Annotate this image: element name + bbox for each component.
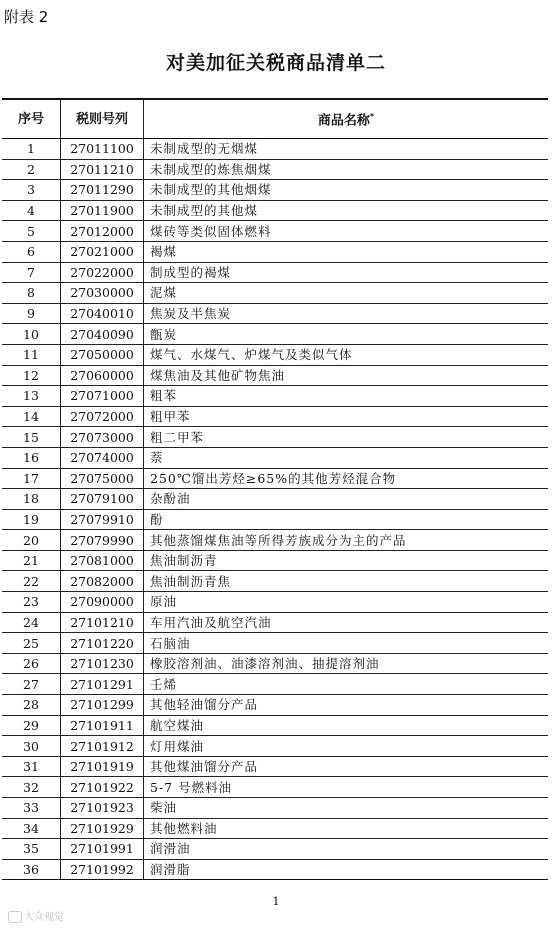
- attachment-label: 附表 2: [4, 8, 49, 26]
- row-name: 润滑脂: [144, 859, 549, 880]
- row-name: 粗二甲苯: [144, 427, 549, 448]
- table-row: [2, 612, 548, 633]
- page-number: 1: [272, 895, 280, 908]
- row-index: 5: [2, 221, 61, 242]
- row-index: 11: [2, 344, 61, 365]
- table-row: [2, 489, 548, 510]
- row-index: 22: [2, 571, 61, 592]
- row-code: 27072000: [61, 406, 144, 427]
- document-title: 对美加征关税商品清单二: [165, 52, 386, 74]
- row-name: 灯用煤油: [144, 736, 549, 757]
- row-code: 27073000: [61, 427, 144, 448]
- row-index: 19: [2, 509, 61, 530]
- row-code: 27101210: [61, 612, 144, 633]
- row-code: 27011900: [61, 200, 144, 221]
- table-row: [2, 447, 548, 468]
- row-name: 萘: [144, 447, 549, 468]
- table-row: [2, 571, 548, 592]
- row-code: 27101230: [61, 653, 144, 674]
- table-row: [2, 365, 548, 386]
- table-row: [2, 674, 548, 695]
- table-row: [2, 715, 548, 736]
- row-code: 27030000: [61, 283, 144, 304]
- table-row: [2, 221, 548, 242]
- header-index: 序号: [2, 99, 61, 139]
- watermark-text: 大众视觉: [24, 912, 64, 923]
- row-code: 27079910: [61, 509, 144, 530]
- header-name-text: 商品名称: [317, 113, 370, 129]
- row-index: 36: [2, 859, 61, 880]
- table-row: [2, 550, 548, 571]
- row-name: 粗甲苯: [144, 406, 549, 427]
- table-body: [2, 139, 548, 880]
- row-code: 27101922: [61, 777, 144, 798]
- table-row: [2, 200, 548, 221]
- row-index: 7: [2, 262, 61, 283]
- row-index: 21: [2, 550, 61, 571]
- row-name: 250℃馏出芳烃≥65%的其他芳烃混合物: [144, 468, 549, 489]
- row-name: 煤气、水煤气、炉煤气及类似气体: [144, 344, 549, 365]
- row-name: 其他轻油馏分产品: [144, 695, 549, 716]
- row-code: 27011290: [61, 180, 144, 201]
- table-row: [2, 180, 548, 201]
- row-index: 4: [2, 200, 61, 221]
- row-index: 6: [2, 241, 61, 262]
- row-name: 未制成型的炼焦烟煤: [144, 159, 549, 180]
- table-row: [2, 818, 548, 839]
- row-index: 16: [2, 447, 61, 468]
- row-code: 27082000: [61, 571, 144, 592]
- row-index: 20: [2, 530, 61, 551]
- row-index: 2: [2, 159, 61, 180]
- row-name: 酚: [144, 509, 549, 530]
- row-code: 27101992: [61, 859, 144, 880]
- row-name: 其他煤油馏分产品: [144, 756, 549, 777]
- row-index: 35: [2, 839, 61, 860]
- row-name: 杂酚油: [144, 489, 549, 510]
- table-row: [2, 798, 548, 819]
- row-name: 煤砖等类似固体燃料: [144, 221, 549, 242]
- tariff-list-table: [2, 98, 548, 880]
- row-name: 甑炭: [144, 324, 549, 345]
- row-index: 18: [2, 489, 61, 510]
- row-code: 27081000: [61, 550, 144, 571]
- row-index: 15: [2, 427, 61, 448]
- row-index: 23: [2, 592, 61, 613]
- table-row: [2, 241, 548, 262]
- row-code: 27075000: [61, 468, 144, 489]
- table-row: [2, 777, 548, 798]
- row-name: 未制成型的其他煤: [144, 200, 549, 221]
- table-row: [2, 324, 548, 345]
- row-index: 25: [2, 633, 61, 654]
- table-row: [2, 159, 548, 180]
- row-name: 柴油: [144, 798, 549, 819]
- header-name-note: *: [369, 112, 375, 122]
- row-name: 原油: [144, 592, 549, 613]
- row-name: 石脑油: [144, 633, 549, 654]
- row-code: 27101991: [61, 839, 144, 860]
- table-row: [2, 283, 548, 304]
- row-code: 27012000: [61, 221, 144, 242]
- row-code: 27040010: [61, 303, 144, 324]
- row-name: 煤焦油及其他矿物焦油: [144, 365, 549, 386]
- row-code: 27050000: [61, 344, 144, 365]
- table-row: [2, 386, 548, 407]
- row-code: 27071000: [61, 386, 144, 407]
- table-row: [2, 859, 548, 880]
- row-code: 27101919: [61, 756, 144, 777]
- row-index: 26: [2, 653, 61, 674]
- row-code: 27011210: [61, 159, 144, 180]
- row-name: 粗苯: [144, 386, 549, 407]
- row-name: 橡胶溶剂油、油漆溶剂油、抽提溶剂油: [144, 653, 549, 674]
- table-row: [2, 695, 548, 716]
- header-code: 税则号列: [61, 99, 144, 139]
- table-header-row: [2, 99, 548, 139]
- row-name: 其他燃料油: [144, 818, 549, 839]
- table-row: [2, 262, 548, 283]
- row-code: 27101291: [61, 674, 144, 695]
- row-index: 28: [2, 695, 61, 716]
- row-code: 27021000: [61, 241, 144, 262]
- row-index: 10: [2, 324, 61, 345]
- row-name: 其他蒸馏煤焦油等所得芳族成分为主的产品: [144, 530, 549, 551]
- header-name: [144, 99, 549, 139]
- table-row: [2, 633, 548, 654]
- table-row: [2, 427, 548, 448]
- table-row: [2, 303, 548, 324]
- watermark-camera-icon: [8, 911, 22, 923]
- row-code: 27101911: [61, 715, 144, 736]
- row-index: 9: [2, 303, 61, 324]
- row-name: 泥煤: [144, 283, 549, 304]
- watermark: [8, 908, 64, 923]
- row-code: 27101912: [61, 736, 144, 757]
- row-code: 27022000: [61, 262, 144, 283]
- row-index: 14: [2, 406, 61, 427]
- row-code: 27074000: [61, 447, 144, 468]
- table-row: [2, 509, 548, 530]
- row-code: 27101220: [61, 633, 144, 654]
- row-index: 3: [2, 180, 61, 201]
- table-row: [2, 756, 548, 777]
- table-row: [2, 530, 548, 551]
- row-code: 27101929: [61, 818, 144, 839]
- row-code: 27090000: [61, 592, 144, 613]
- row-index: 24: [2, 612, 61, 633]
- row-name: 未制成型的无烟煤: [144, 139, 549, 160]
- table-row: [2, 839, 548, 860]
- row-index: 12: [2, 365, 61, 386]
- row-name: 焦油制沥青: [144, 550, 549, 571]
- row-code: 27101923: [61, 798, 144, 819]
- table-row: [2, 592, 548, 613]
- table-row: [2, 344, 548, 365]
- row-index: 32: [2, 777, 61, 798]
- row-index: 31: [2, 756, 61, 777]
- row-name: 未制成型的其他烟煤: [144, 180, 549, 201]
- row-name: 焦炭及半焦炭: [144, 303, 549, 324]
- row-index: 33: [2, 798, 61, 819]
- row-code: 27079990: [61, 530, 144, 551]
- row-index: 29: [2, 715, 61, 736]
- row-name: 褐煤: [144, 241, 549, 262]
- row-index: 27: [2, 674, 61, 695]
- row-index: 13: [2, 386, 61, 407]
- row-index: 17: [2, 468, 61, 489]
- row-index: 34: [2, 818, 61, 839]
- table-row: [2, 468, 548, 489]
- table-row: [2, 736, 548, 757]
- row-index: 30: [2, 736, 61, 757]
- row-name: 焦油制沥青焦: [144, 571, 549, 592]
- row-name: 制成型的褐煤: [144, 262, 549, 283]
- row-name: 润滑油: [144, 839, 549, 860]
- row-code: 27040090: [61, 324, 144, 345]
- row-code: 27101299: [61, 695, 144, 716]
- row-name: 车用汽油及航空汽油: [144, 612, 549, 633]
- row-code: 27060000: [61, 365, 144, 386]
- row-name: 5-7 号燃料油: [144, 777, 549, 798]
- table-row: [2, 406, 548, 427]
- table-row: [2, 653, 548, 674]
- table-row: [2, 139, 548, 160]
- row-name: 壬烯: [144, 674, 549, 695]
- row-index: 8: [2, 283, 61, 304]
- row-index: 1: [2, 139, 61, 160]
- row-code: 27011100: [61, 139, 144, 160]
- row-name: 航空煤油: [144, 715, 549, 736]
- row-code: 27079100: [61, 489, 144, 510]
